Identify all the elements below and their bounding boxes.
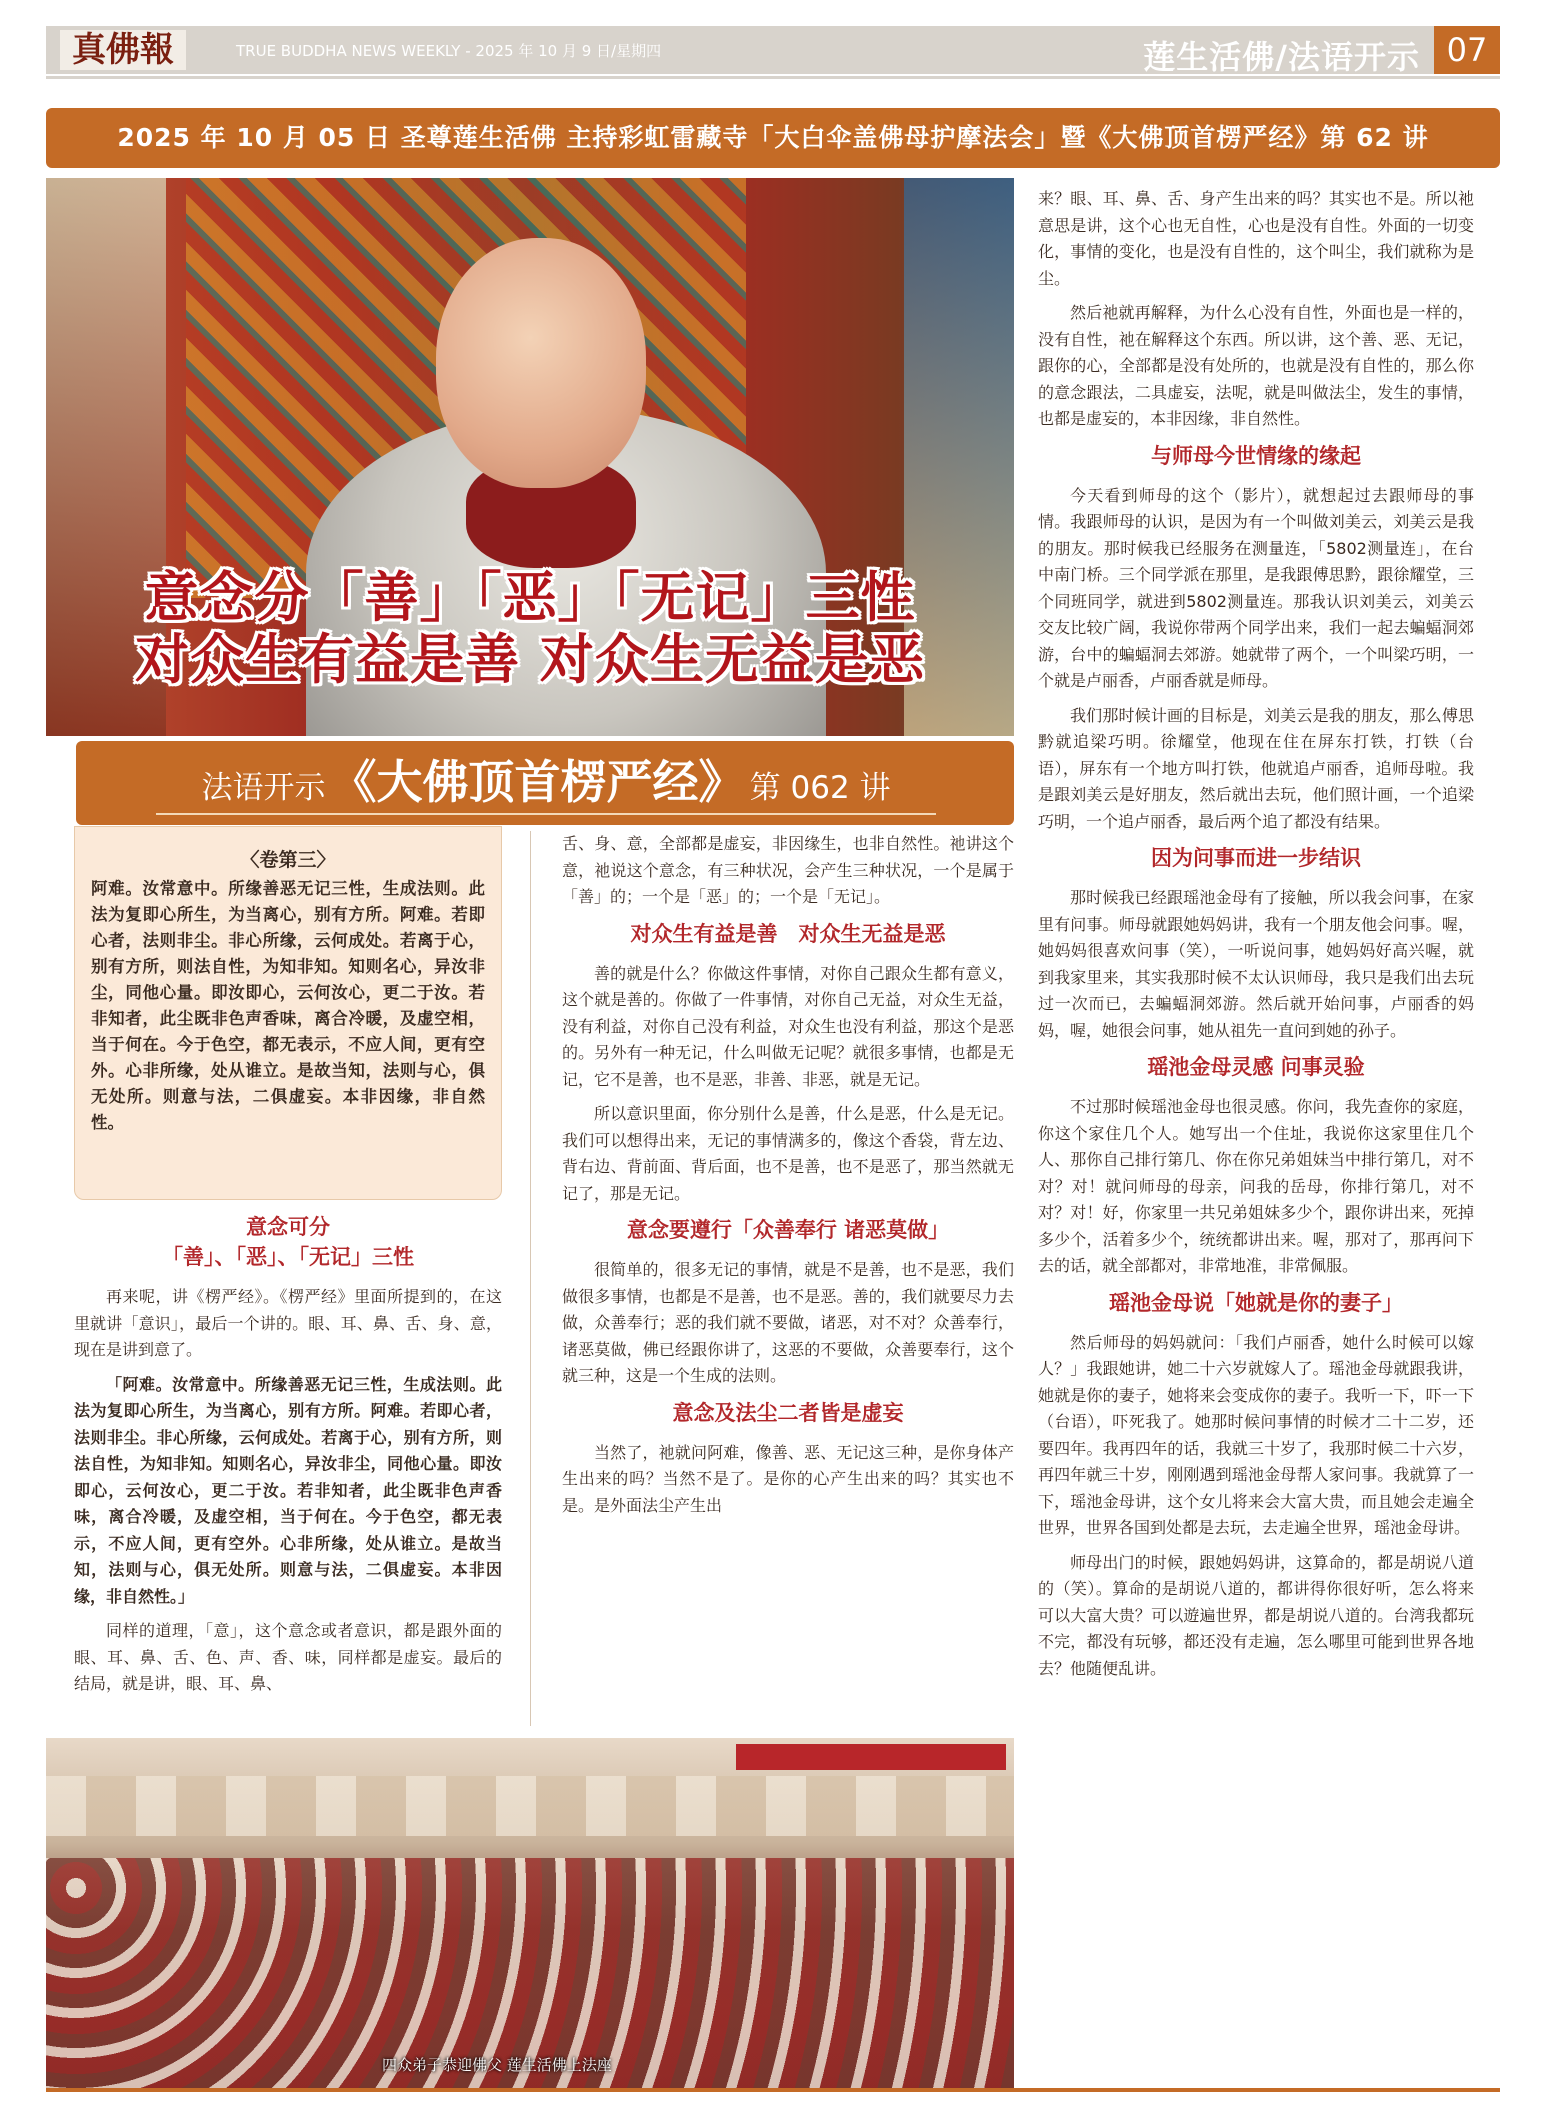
paragraph: 很简单的，很多无记的事情，就是不是善，也不是恶，我们做很多事情，也都是不是善，也不是恶。善的，我们就要尽力去做，众善奉行；恶的我们就不要做，诸恶，对不对？众善奉行，诸恶莫做，佛已经跟你讲了，这恶的不要做，众善要奉行，这个就三种，这是一个生成的法则。 [562, 1260, 1014, 1385]
section-heading-line1: 意念可分 [246, 1215, 330, 1239]
scripture-heading: 〈卷第三〉 [240, 849, 336, 871]
publication-line: TRUE BUDDHA NEWS WEEKLY - 2025 年 10 月 9 日/星期四 [236, 42, 662, 60]
article-column-1 [74, 1206, 502, 1726]
article-column-2 [562, 831, 1014, 1726]
hero-headline-line1: 意念分「善」「恶」「无记」三性 [144, 565, 916, 629]
paragraph: 今天看到师母的这个（影片），就想起过去跟师母的事情。我跟师母的认识，是因为有一个叫做刘美云，刘美云是我的朋友。那时候我已经服务在测量连，「5802测量连」，在台中南门桥。三个同学派在那里，是我跟傅思黔，跟徐耀堂，三个同班同学，就进到5802测量连。那我认识刘美云，刘美云交友比较广阔，我说你带两个同学出来，我们一起去蝙蝠洞郊游，台中的蝙蝠洞去郊游。她就带了两个，一个叫梁巧明，一个就是卢丽香，卢丽香就是师母。 [1038, 485, 1474, 690]
hero-photo[interactable] [46, 178, 1014, 736]
paragraph: 再来呢，讲《楞严经》。《楞严经》里面所提到的，在这里就讲「意识」，最后一个讲的。眼、耳、鼻、舌、身、意，现在是讲到意了。 [74, 1287, 502, 1359]
sutra-title: 《大佛顶首楞严经》 [330, 755, 745, 809]
section-heading: 意念及法尘二者皆是虚妄 [672, 1400, 904, 1425]
section-title: 莲生活佛/法语开示 [1143, 38, 1420, 76]
lecture-number: 第 062 讲 [749, 770, 891, 806]
section-heading [74, 1212, 502, 1272]
paragraph: 然后师母的妈妈就问：「我们卢丽香，她什么时候可以嫁人？」我跟她讲，她二十六岁就嫁人了。瑶池金母就跟我讲，她就是你的妻子，她将来会变成你的妻子。我听一下，吓一下（台语），吓死我了。她那时候问事情的时候才二十二岁，还要四年。我再四年的话，我就三十岁了，我那时候二十六岁，再四年就三十岁，刚刚遇到瑶池金母帮人家问事。我就算了一下，瑶池金母讲，这个女儿将来会大富大贵，而且她会走遍全世界，世界各国到处都是去玩，去走遍全世界，瑶池金母讲。 [1038, 1332, 1474, 1537]
crowd-ceiling [46, 1776, 1014, 1836]
scripture-text: 阿难。汝常意中。所缘善恶无记三性，生成法则。此法为复即心所生，为当离心，别有方所。阿难。若即心者，法则非尘。非心所缘，云何成处。若离于心，别有方所，则法自性，为知非知。知则名心，异汝非尘，同他心量。即汝即心，云何汝心，更二于汝。若非知者，此尘既非色声香味，离合冷暖，及虚空相，当于何在。今于色空，都无表示，不应人间，更有空外。心非所缘，处从谁立。是故当知，法则与心，俱无处所。则意与法，二俱虚妄。本非因缘，非自然性。 [91, 879, 485, 1132]
paragraph: 当然了，祂就问阿难，像善、恶、无记这三种，是你身体产生出来的吗？当然不是了。是你的心产生出来的吗？其实也不是。是外面法尘产生出 [562, 1442, 1014, 1515]
section-heading: 因为问事而进一步结识 [1151, 846, 1361, 870]
bottom-rule [46, 2088, 1500, 2092]
paragraph: 来？眼、耳、鼻、舌、身产生出来的吗？其实也不是。所以祂意思是讲，这个心也无自性，心也是没有自性。外面的一切变化，事情的变化，也是没有自性的，这个叫尘，我们就称为是尘。 [1038, 189, 1474, 288]
header-divider [46, 76, 1500, 79]
scripture-box [74, 826, 502, 1200]
paragraph: 那时候我已经跟瑶池金母有了接触，所以我会问事，在家里有问事。师母就跟她妈妈讲，我有一个朋友他会问事。喔，她妈妈很喜欢问事（笑），一听说问事，她妈妈好高兴喔，就到我家里来，其实我那时候不太认识师母，我只是我们出去玩过一次而已，去蝙蝠洞郊游。然后就开始问事，卢丽香的妈妈，喔，她很会问事，她从祖先一直问到她的孙子。 [1038, 888, 1474, 1040]
paragraph: 然后祂就再解释，为什么心没有自性，外面也是一样的，没有自性，祂在解释这个东西。所以讲，这个善、恶、无记，跟你的心，全部都是没有处所的，也就是没有自性的，那么你的意念跟法，二具虚妄，法呢，就是叫做法尘，发生的事情，也都是虚妄的，本非因缘，非自然性。 [1038, 303, 1474, 428]
series-title-bar [76, 741, 1014, 825]
section-heading: 瑶池金母说「她就是你的妻子」 [1109, 1290, 1403, 1315]
crowd-photo[interactable] [46, 1738, 1014, 2088]
newspaper-page [46, 26, 1500, 2089]
sutra-quote: 「阿难。汝常意中。所缘善恶无记三性，生成法则。此法为复即心所生，为当离心，别有方所。阿难。若即心者，法则非尘。非心所缘，云何成处。若离于心，别有方所，则法自性，为知非知。知则名心，异汝非尘，同他心量。即汝即心，云何汝心，更二于汝。若非知者，此尘既非色声香味，离合冷暖，及虚空相，当于何在。今于色空，都无表示，不应人间，更有空外。心非所缘，处从谁立。是故当知，法则与心，俱无处所。则意与法，二俱虚妄。本非因缘，非自然性。」 [74, 1374, 502, 1606]
crowd-banner [736, 1744, 1006, 1770]
paragraph: 所以意识里面，你分别什么是善，什么是恶，什么是无记。我们可以想得出来，无记的事情满多的，像这个香袋，背左边、背右边、背前面、背后面，也不是善，也不是恶了，那当然就无记了，那是无记。 [562, 1104, 1014, 1203]
hero-headline-line2: 对众生有益是善 对众生无益是恶 [135, 627, 925, 691]
article-column-3 [1038, 186, 1474, 2066]
section-heading: 意念要遵行「众善奉行 诸恶莫做」 [626, 1218, 950, 1242]
column-divider [530, 831, 531, 1726]
section-heading: 瑶池金母灵感 问事灵验 [1147, 1055, 1365, 1079]
masthead-logo[interactable]: 真佛報 [60, 30, 186, 70]
paragraph: 师母出门的时候，跟她妈妈讲，这算命的，都是胡说八道的（笑）。算命的是胡说八道的，都讲得你很好听，怎么将来可以大富大贵？可以遊遍世界，都是胡说八道的。台湾我都玩不完，都没有玩够，都还没有走遍，怎么哪里可能到世界各地去？他随便乱讲。 [1038, 1552, 1474, 1678]
hero-headline [46, 566, 1014, 690]
series-label: 法语开示 [201, 770, 326, 806]
paragraph: 不过那时候瑶池金母也很灵感。你问，我先查你的家庭，你这个家住几个人。她写出一个住址，我说你这家里住几个人、那你自己排行第几、你在你兄弟姐妹当中排行第几，对不对？对！就问师母的母亲，问我的岳母，你排行第几，对不对？对！好，你家里一共兄弟姐妹多少个，跟你讲出来，死掉多少个，活着多少个，统统都讲出来。喔，那对了，那再问下去的话，就全部都对，非常地准，非常佩服。 [1038, 1097, 1474, 1275]
section-heading-line2: 「善」、「恶」、「无记」三性 [162, 1245, 414, 1269]
section-heading: 与师母今世情缘的缘起 [1151, 443, 1361, 468]
hero-face [436, 238, 646, 488]
event-banner: 2025 年 10 月 05 日 圣尊莲生活佛 主持彩虹雷藏寺「大白伞盖佛母护摩法会」暨《大佛顶首楞严经》第 62 讲 [46, 108, 1500, 168]
section-heading: 对众生有益是善 对众生无益是恶 [630, 921, 946, 946]
paragraph: 同样的道理，「意」，这个意念或者意识，都是跟外面的眼、耳、鼻、舌、色、声、香、味，同样都是虚妄。最后的结局，就是讲，眼、耳、鼻、 [74, 1621, 502, 1693]
paragraph: 舌、身、意，全部都是虚妄，非因缘生，也非自然性。祂讲这个意，祂说这个意念，有三种状况，会产生三种状况，一个是属于「善」的；一个是「恶」的；一个是「无记」。 [562, 834, 1014, 906]
page-header [46, 26, 1500, 74]
photo-caption: 四众弟子恭迎佛父 莲生活佛上法座 [382, 2056, 612, 2074]
paragraph: 我们那时候计画的目标是，刘美云是我的朋友，那么傅思黔就追梁巧明。徐耀堂，他现在住在屏东打铁，打铁（台语），屏东有一个地方叫打铁，他就追卢丽香，追师母啦。我是跟刘美云是好朋友，然后就出去玩，他们照计画，一个追梁巧明，一个追卢丽香，最后两个追了都没有结果。 [1038, 705, 1474, 831]
paragraph: 善的就是什么？你做这件事情，对你自己跟众生都有意义，这个就是善的。你做了一件事情，对你自己无益，对众生无益，没有利益，对你自己没有利益，对众生也没有利益，那这个是恶的。另外有一种无记，什么叫做无记呢？就很多事情，也都是无记，它不是善，也不是恶，非善、非恶，就是无记。 [562, 963, 1014, 1089]
page-number: 07 [1434, 26, 1500, 74]
